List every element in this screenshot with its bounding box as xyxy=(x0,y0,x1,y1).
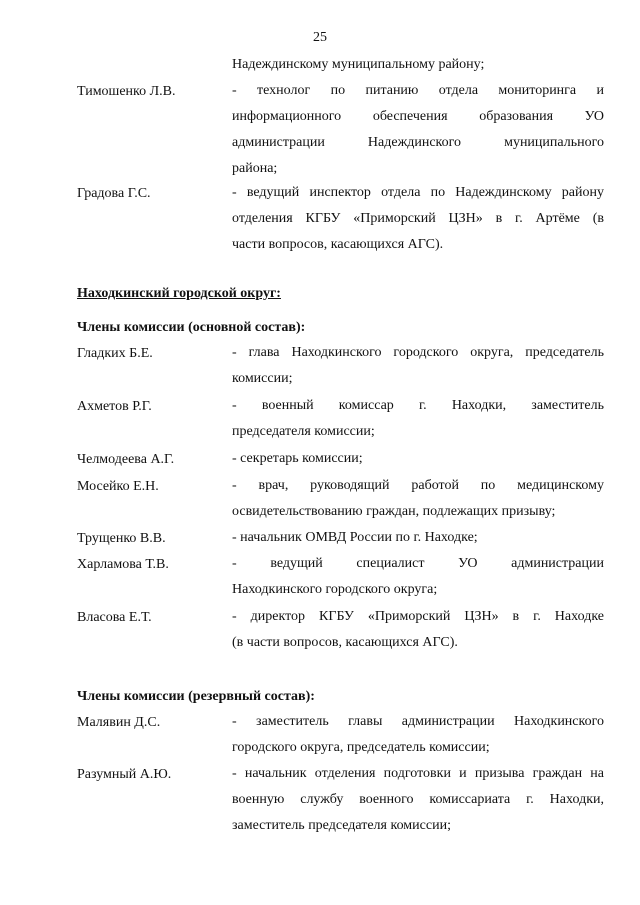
member-role xyxy=(232,446,604,472)
text-line: - директор КГБУ «Приморский ЦЗН» в г. Находке xyxy=(232,609,604,624)
text-line: - начальник ОМВД России по г. Находке; xyxy=(232,530,478,545)
text-line: военную службу военного комиссариата г. Находки, xyxy=(232,792,604,807)
text-line: администрации Надеждинского муниципального xyxy=(232,135,604,150)
member-role xyxy=(232,709,604,761)
member-name: Трущенко В.В. xyxy=(77,531,166,546)
member-role xyxy=(232,340,604,392)
member-name: Разумный А.Ю. xyxy=(77,767,172,782)
text-line: - ведущий специалист УО администрации xyxy=(232,556,604,571)
text-line: - секретарь комиссии; xyxy=(232,451,363,466)
main-composition-heading: Члены комиссии (основной состав): xyxy=(77,320,306,335)
member-role xyxy=(232,78,604,182)
text-line: комиссии; xyxy=(232,371,293,386)
text-line: городского округа, председатель комиссии; xyxy=(232,740,490,755)
member-name: Тимошенко Л.В. xyxy=(77,84,176,99)
text-line: Надеждинскому муниципальному району; xyxy=(232,57,485,72)
text-line: заместитель председателя комиссии; xyxy=(232,818,451,833)
text-line: освидетельствованию граждан, подлежащих призыву; xyxy=(232,504,556,519)
member-name: Мосейко Е.Н. xyxy=(77,479,159,494)
member-role xyxy=(232,393,604,445)
text-line: информационного обеспечения образования УО xyxy=(232,109,604,124)
continued-text xyxy=(232,52,604,78)
text-line: - технолог по питанию отдела мониторинга и xyxy=(232,83,604,98)
text-line: - глава Находкинского городского округа, председатель xyxy=(232,345,604,360)
member-name: Харламова Т.В. xyxy=(77,557,169,572)
member-role xyxy=(232,180,604,258)
text-line: Находкинского городского округа; xyxy=(232,582,438,597)
text-line: - заместитель главы администрации Находкинского xyxy=(232,714,604,729)
text-line: - начальник отделения подготовки и призыва граждан на xyxy=(232,766,604,781)
member-name: Ахметов Р.Г. xyxy=(77,399,152,414)
member-role xyxy=(232,525,604,551)
member-name: Гладких Б.Е. xyxy=(77,346,153,361)
member-name: Градова Г.С. xyxy=(77,186,151,201)
text-line: - врач, руководящий работой по медицинскому xyxy=(232,478,604,493)
text-line: района; xyxy=(232,161,278,176)
page-number: 25 xyxy=(313,30,327,45)
member-role xyxy=(232,473,604,525)
member-role xyxy=(232,551,604,603)
member-name: Челмодеева А.Г. xyxy=(77,452,175,467)
text-line: отделения КГБУ «Приморский ЦЗН» в г. Артёме (в xyxy=(232,211,604,226)
member-role xyxy=(232,604,604,656)
member-name: Малявин Д.С. xyxy=(77,715,161,730)
text-line: части вопросов, касающихся АГС). xyxy=(232,237,444,252)
reserve-composition-heading: Члены комиссии (резервный состав): xyxy=(77,689,315,704)
district-heading: Находкинский городской округ: xyxy=(77,286,281,301)
text-line: (в части вопросов, касающихся АГС). xyxy=(232,635,458,650)
text-line: - ведущий инспектор отдела по Надеждинскому району xyxy=(232,185,604,200)
member-role xyxy=(232,761,604,839)
member-name: Власова Е.Т. xyxy=(77,610,152,625)
text-line: - военный комиссар г. Находки, заместитель xyxy=(232,398,604,413)
text-line: председателя комиссии; xyxy=(232,424,375,439)
